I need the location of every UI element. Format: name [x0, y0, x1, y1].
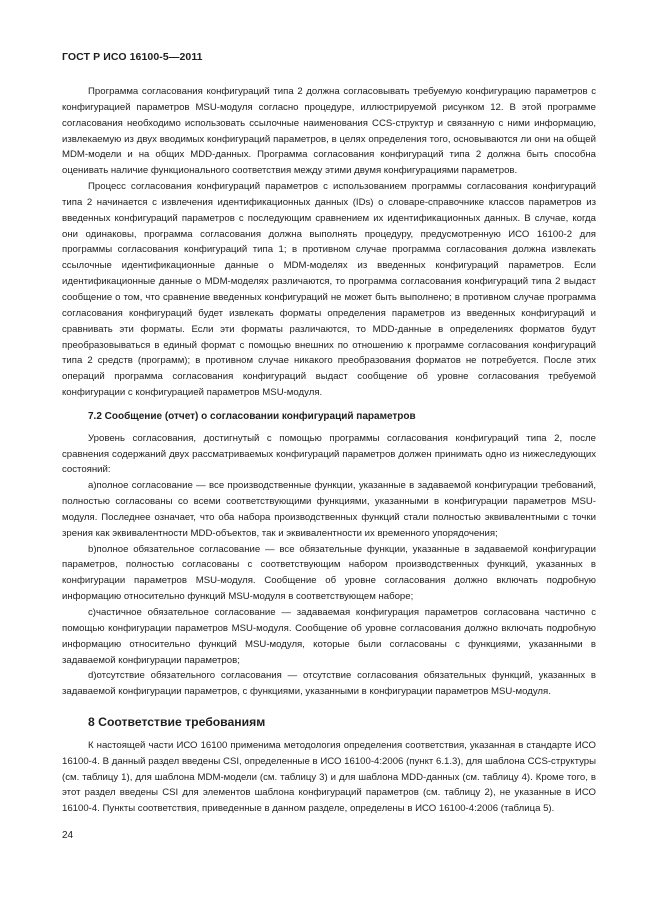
paragraph-7-1-b: Процесс согласования конфигураций параметров с использованием программы согласования конфигураций типа 2 начинается с извлечения идентификационных данных (IDs) о словаре-справочнике классов параметров из введенных конфигураций параметров с последующим сравнением их идентификационных данных. В случае, когда они одинаковы, программа согласования должна выполнять процедуру, предусмотренную ИСО 16100-2 для программы согласования конфигураций типа 1; в противном случае программа согласования должна извлекать ссылочные идентификационные данные о MDM-моделях из введенных конфигураций параметров. Если идентификационные данные о MDM-моделях различаются, то программа согласования конфигураций типа 2 выдаст сообщение о том, что сравнение введенных конфигураций не может быть выполнено; в противном случае программа согласования конфигураций будет извлекать форматы определения параметров из введенных конфигураций и сравнивать эти форматы. Если эти форматы различаются, то MDD-данные в определениях форматов будут преобразовываться в единый формат с помощью внешних по отношению к программе согласования конфигураций типа 2 средств (программ); в противном случае никакого преобразования форматов не потребуется. После этих операций программа согласования конфигураций выдаст сообщение об уровне согласования требуемой конфигурации с конфигурацией параметров MSU-модуля. — [62, 181, 596, 399]
page-content — [62, 84, 596, 817]
paragraph-7-2-intro: Уровень согласования, достигнутый с помощью программы согласования конфигураций типа 2, после сравнения содержаний двух рассматриваемых конфигураций параметров должен принимать одно из нижеследующих состояний: — [62, 432, 596, 476]
page-number: 24 — [62, 830, 74, 841]
list-item-b: b)полное обязательное согласование — все обязательные функции, указанные в задаваемой конфигурации параметров, полностью согласованы с соответствующим набором производственных функций, указанных в конфигурации параметров MSU-модуля. Сообщение об уровне согласования должно включать подробную информацию относительно функций MSU-модуля в соответствующем наборе; — [62, 543, 596, 603]
section-7-2-heading: 7.2 Сообщение (отчет) о согласовании конфигураций параметров — [88, 410, 416, 422]
list-item-c: c)частичное обязательное согласование — задаваемая конфигурация параметров согласована частично с помощью конфигурации параметров MSU-модуля. Сообщение об уровне согласования должно включать подробную информацию относительно функций MSU-модуля, которые были согласованы с функциями, указанными в задаваемой конфигурации параметров; — [62, 607, 596, 666]
list-item-d: d)отсутствие обязательного согласования — отсутствие согласования обязательных функций, указанных в задаваемой конфигурации параметров, с функциями, указанными в конфигурации параметров MSU-модуля. — [62, 670, 596, 698]
section-8-heading: 8 Соответствие требованиям — [88, 715, 266, 730]
standard-header: ГОСТ Р ИСО 16100-5—2011 — [62, 51, 203, 63]
list-item-a: a)полное согласование — все производственные функции, указанные в задаваемой конфигурации требований, полностью согласованы со всеми соответствующими функциями, указанными в конфигурации параметров MSU-модуля. Последнее означает, что оба набора производственных функций стали полностью эквивалентными с точки зрения как эквивалентности MDD-объектов, так и эквивалентности их временного упорядочения; — [62, 480, 596, 539]
paragraph-7-1-a: Программа согласования конфигураций типа 2 должна согласовывать требуемую конфигурацию параметров с конфигурацией параметров MSU-модуля согласно процедуре, иллюстрируемой рисунком 12. В этой программе согласования необходимо использовать ссылочные наименования CCS-структур и связанную с ними информацию, извлекаемую из двух вводимых конфигураций параметров, в целях определения того, основываются ли они на общей MDM-модели и на общих MDD-данных. Программа согласования конфигураций типа 2 должна быть способна оценивать наличие функционального соответствия между этими двумя конфигурациями параметров. — [62, 86, 596, 177]
paragraph-8: К настоящей части ИСО 16100 применима методология определения соответствия, указанная в стандарте ИСО 16100-4. В данный раздел введены CSI, определенные в ИСО 16100-4:2006 (пункт 6.1.3), для шаблона CCS-структуры (см. таблицу 1), для шаблона MDM-модели (см. таблицу 3) и для шаблона MDD-данных (см. таблицу 4). Кроме того, в этот раздел введены CSI для элементов шаблона конфигураций параметров (см. таблицу 2), не указанные в ИСО 16100-4. Пункты соответствия, приведенные в данном разделе, определены в ИСО 16100-4:2006 (таблица 5). — [62, 739, 596, 815]
